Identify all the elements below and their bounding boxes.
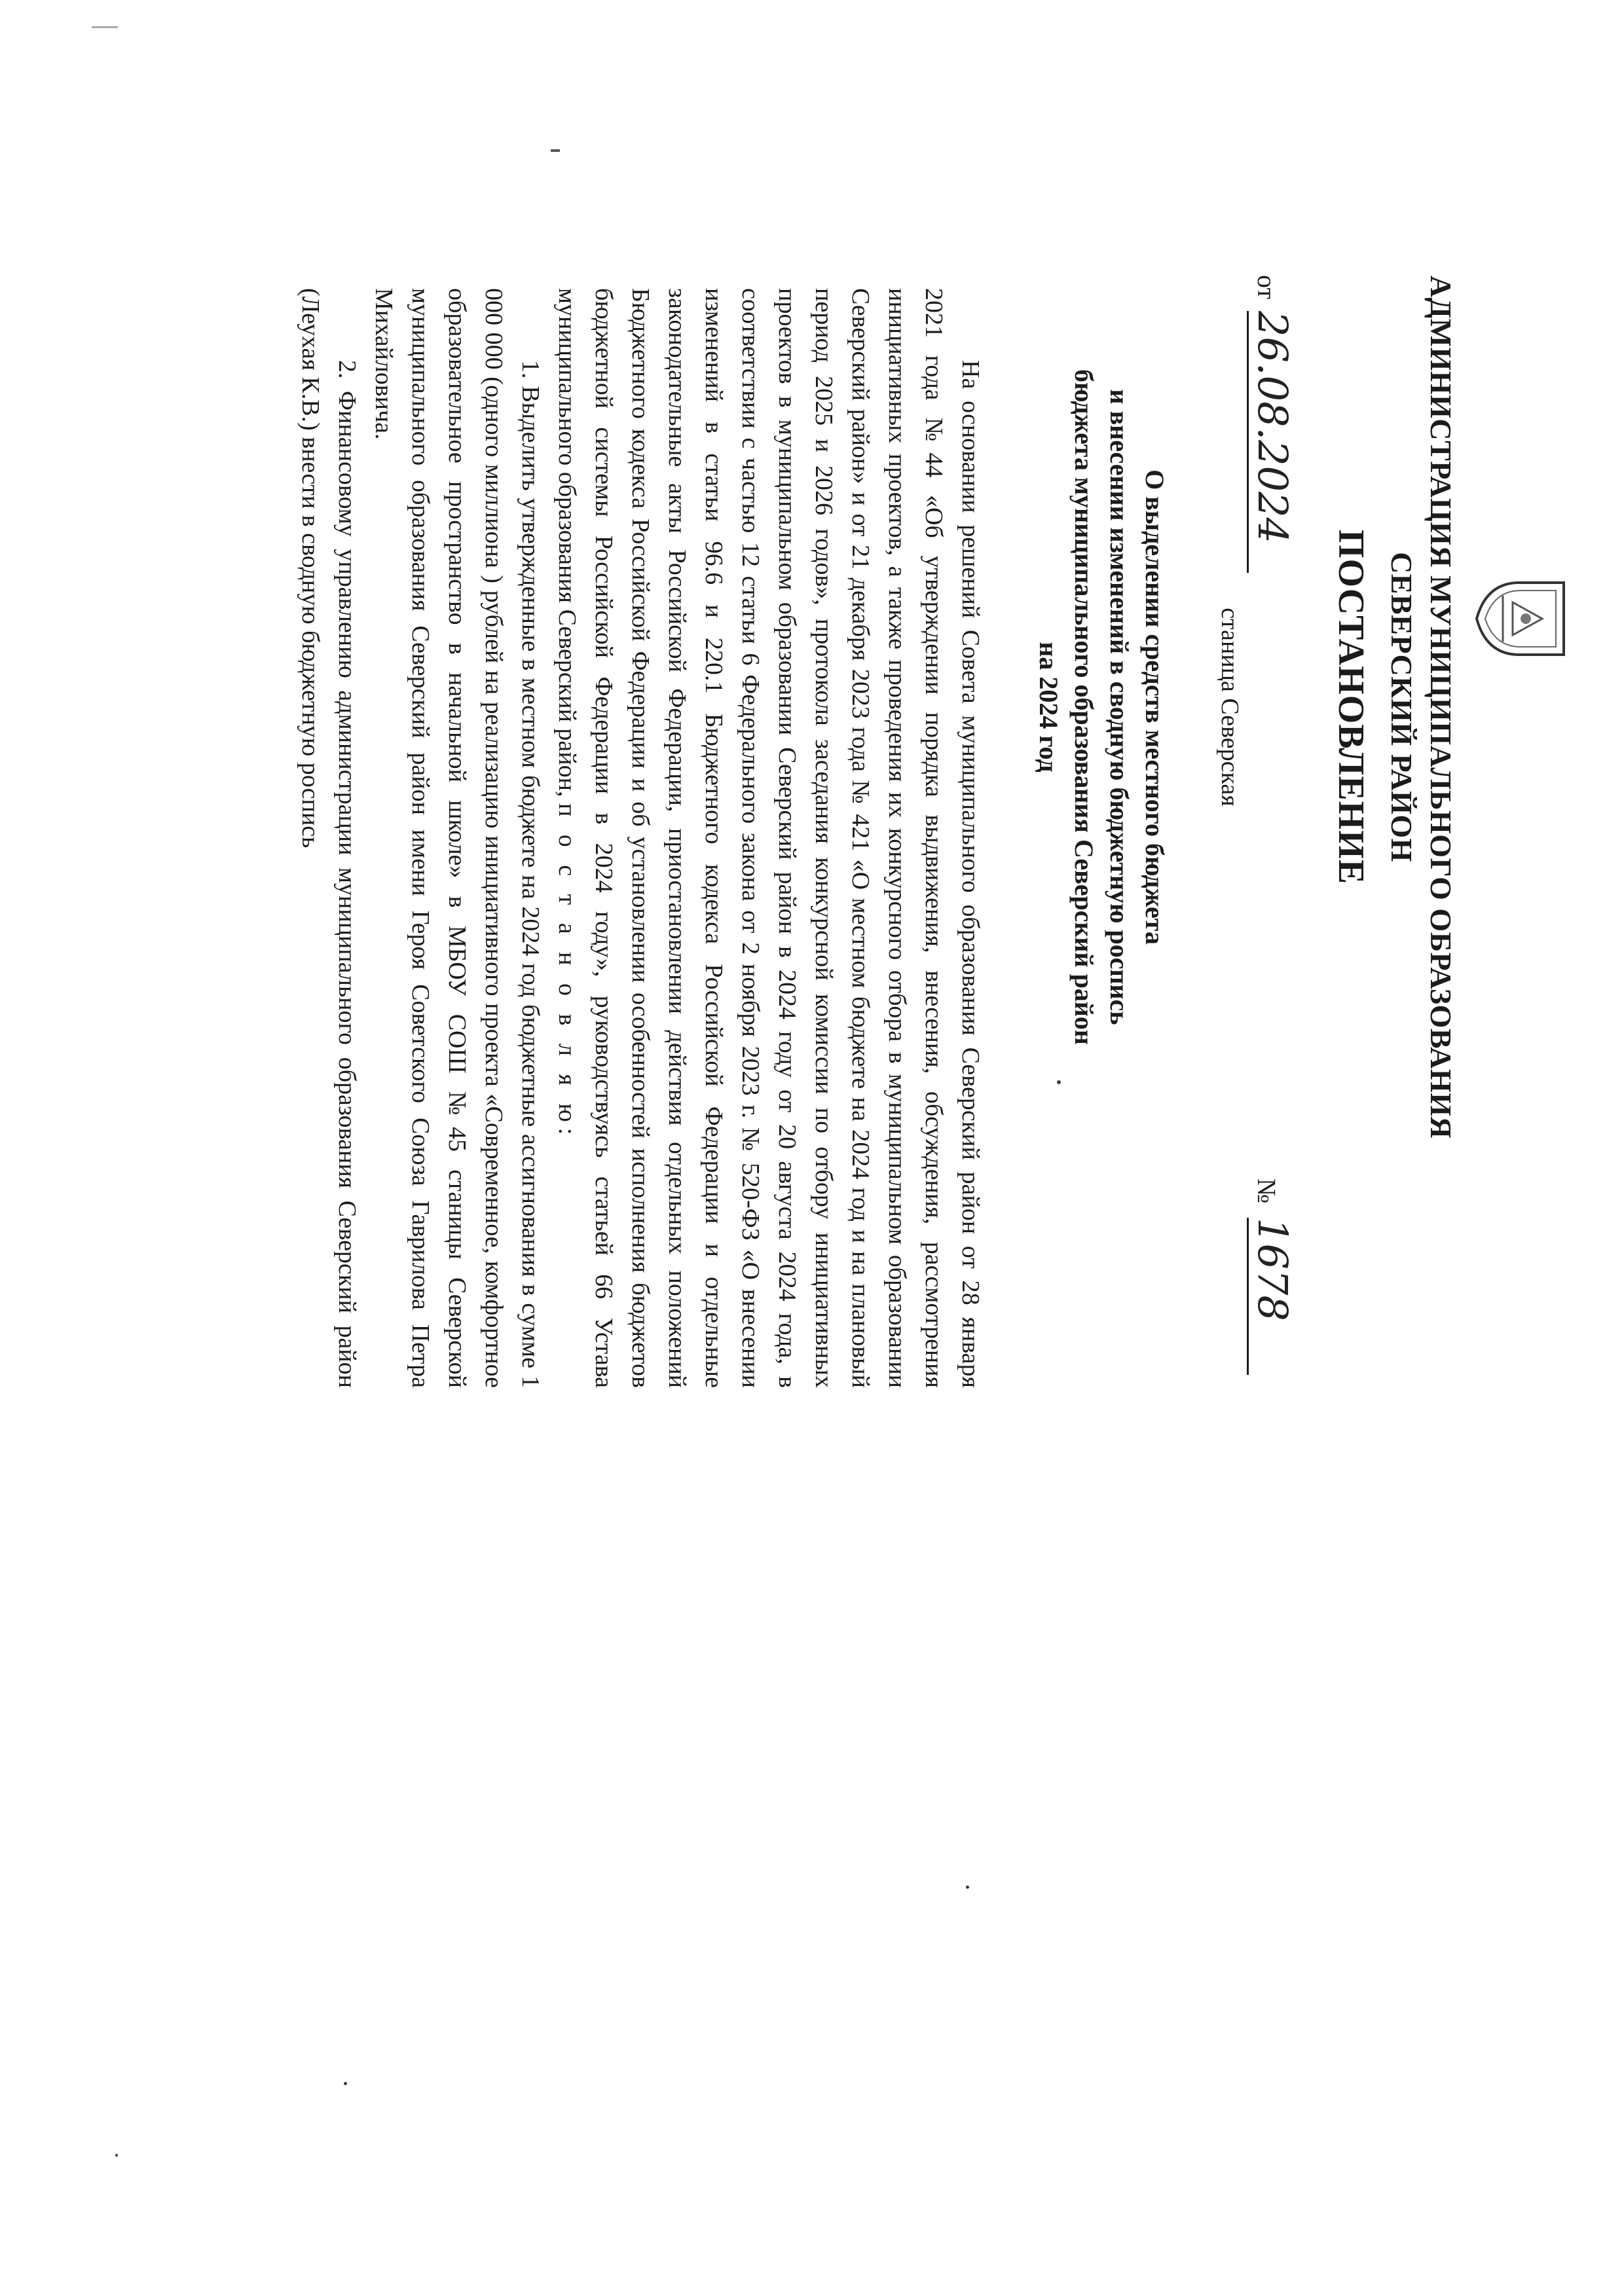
paragraph-preamble xyxy=(549,288,989,1388)
organization-line-1: АДМИНИСТРАЦИЯ МУНИЦИПАЛЬНОГО ОБРАЗОВАНИЯ xyxy=(1424,275,1458,1139)
title-line-4: на 2024 год xyxy=(1034,642,1063,773)
document-title xyxy=(1031,249,1172,1165)
scan-speck xyxy=(344,2082,347,2085)
scan-speck xyxy=(1057,1080,1061,1084)
document-body xyxy=(292,288,989,1388)
place-of-issue: станица Северская xyxy=(1216,608,1244,807)
resolve-word: п о с т а н о в л я ю: xyxy=(553,803,581,1141)
number-prefix: № xyxy=(1252,1178,1282,1204)
document-type: ПОСТАНОВЛЕНИЕ xyxy=(1331,529,1371,885)
date-prefix: от xyxy=(1252,275,1282,299)
title-line-2: и внесении изменений в сводную бюджетную роспись xyxy=(1105,389,1134,1025)
preamble-text: На основании решений Совета муниципального образования Северский район от 28 января 2021 года №44 «Об утверждении порядка выдвижения, внесения, обсуждения, рассмотрения инициативных проектов, а также проведения их конкурсного отбора в муниципальном образовании Северский район» и от 21 декабря 2023 года № 421 «О местном бюджете на 2024 год и на плановый период 2025 и 2026 годов», протокола заседания конкурсной комиссии по отбору инициативных проектов в муниципальном образовании Северский район в 2024 году от 20 августа 2024 года, в соответствии с частью 12 статьи 6 Федерального закона от 2 ноября 2023 г. № 520-ФЗ «О внесении изменений в статьи 96.6 и 220.1 Бюджетного кодекса Российской Федерации и отдельные законодательные акты Российской Федерации, приостановлении действия отдельных положений Бюджетного кодекса Российской Федерации и об установлении особенностей исполнения бюджетов бюджетной системы Российской Федерации в 2024 году», руководствуясь статьей 66 Устава муниципального образования Северский район, xyxy=(553,288,984,1388)
title-line-1: О выделении средств местного бюджета xyxy=(1140,469,1170,945)
paragraph-item-1: 1. Выделить утвержденные в местном бюджете на 2024 год бюджетные ассигнования в сумме 1 000 000 (одного миллиона ) рублей на реализацию инициативного проекта «Современное, комфортное образовательное пространство в начальной школе» в МБОУ СОШ №45 станицы Северской муниципального образования Северский район имени Героя Советского Союза Гаврилова Петра Михайловича. xyxy=(370,288,544,1388)
scan-speck xyxy=(115,2154,118,2157)
paragraph-item-2: 2. Финансовому управлению администрации муниципального образования Северский район (Леухая К.В.) внести в сводную бюджетную роспись xyxy=(297,288,361,1388)
title-line-3: бюджета муниципального образования Северский район xyxy=(1069,369,1099,1045)
date-number-row xyxy=(1244,275,1297,1322)
scan-speck xyxy=(966,1886,969,1889)
document-date: 26.08.2024 xyxy=(1247,311,1297,573)
organization-line-2: СЕВЕРСКИЙ РАЙОН xyxy=(1385,552,1418,862)
document-number: 1678 xyxy=(1247,1218,1297,1375)
organization-name xyxy=(1382,249,1460,1165)
coat-of-arms-icon xyxy=(1473,576,1572,661)
scan-mark xyxy=(551,149,560,152)
scan-mark xyxy=(92,26,118,28)
